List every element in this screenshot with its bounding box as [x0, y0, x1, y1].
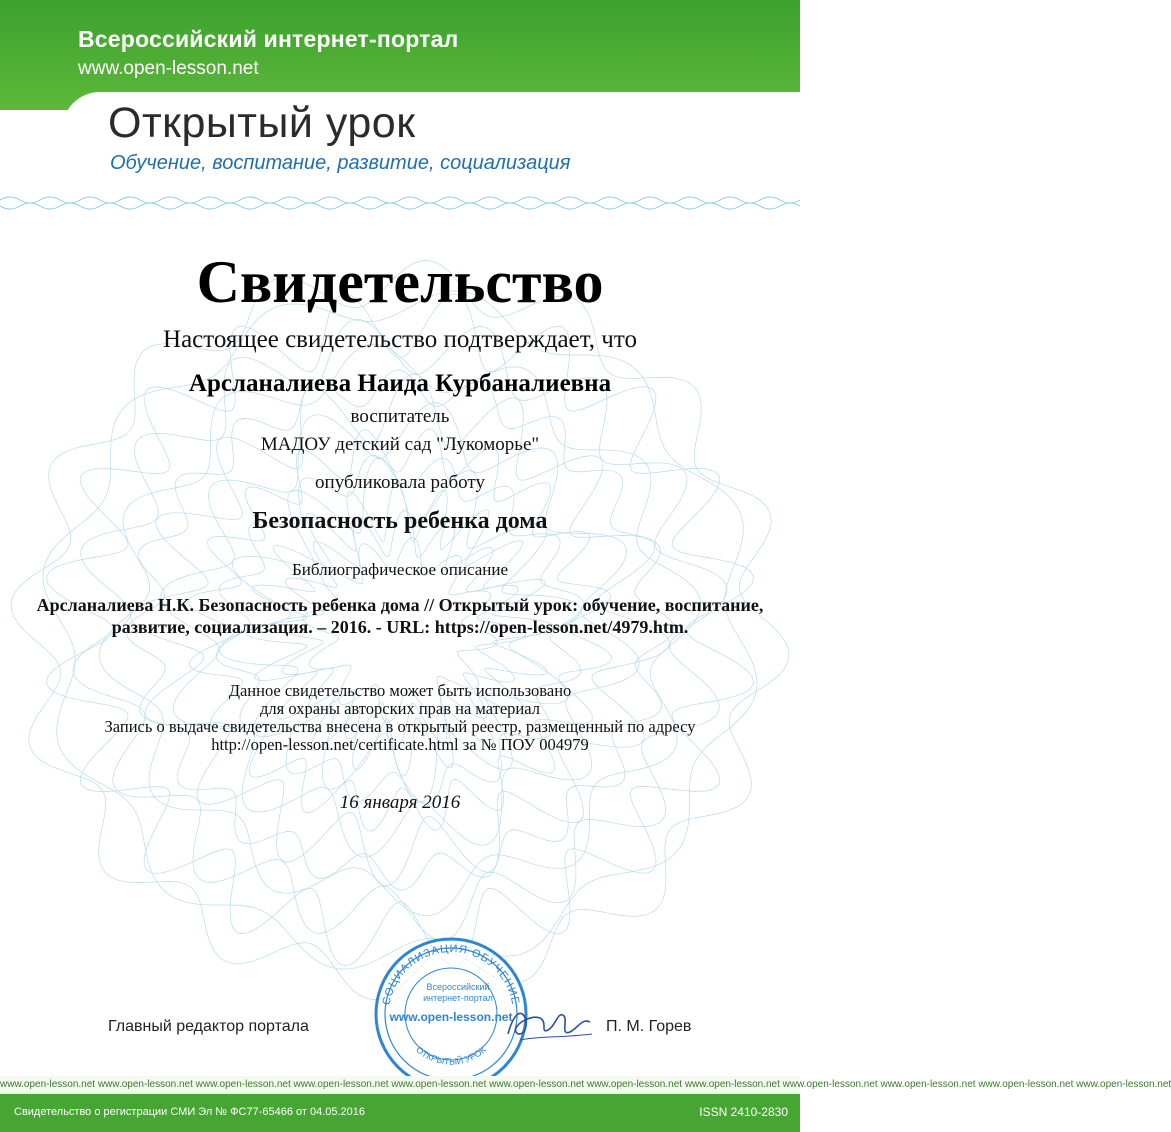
confirmation-text: Настоящее свидетельство подтверждает, что: [163, 326, 637, 353]
editor-label: Главный редактор портала: [108, 1018, 309, 1035]
issn-text: ISSN 2410-2830: [699, 1105, 788, 1119]
stamp-center-url: www.open-lesson.net: [389, 1010, 513, 1024]
notice-line: для охраны авторских прав на материал: [260, 699, 540, 718]
stamp-inner-line1: Всероссийский: [426, 982, 490, 992]
editor-name: П. М. Горев: [606, 1018, 692, 1035]
portal-url: www.open-lesson.net: [78, 58, 259, 79]
notice-line: http://open-lesson.net/certificate.html за № ПОУ 004979: [211, 735, 589, 754]
issue-date: 16 января 2016: [339, 792, 461, 813]
bibliography-label: Библиографическое описание: [292, 560, 508, 579]
brand-name: Открытый урок: [108, 99, 416, 147]
registration-text: Свидетельство о регистрации СМИ Эл № ФС77-65466 от 04.05.2016: [14, 1106, 366, 1118]
recipient-name: Арсланалиева Наида Курбаналиевна: [188, 370, 612, 397]
bibliography-text: Арсланалиева Н.К. Безопасность ребенка дома // Открытый урок: обучение, воспитание, развитие, социализация. – 2016. - URL: https://open-lesson.net/4979.htm.: [36, 595, 764, 637]
recipient-position: воспитатель: [350, 406, 450, 427]
notice-text: [0, 682, 800, 754]
notice-line: Данное свидетельство может быть использовано: [228, 681, 572, 700]
published-text: опубликовала работу: [315, 472, 485, 493]
certificate-title: Свидетельство: [196, 249, 604, 315]
recipient-organization: МАДОУ детский сад "Лукоморье": [260, 434, 540, 455]
notice-line: Запись о выдаче свидетельства внесена в открытый реестр, размещенный по адресу: [104, 717, 696, 736]
stamp-outer-text: СОЦИАЛИЗАЦИЯ ОБУЧЕНИЕ: [380, 942, 522, 1007]
brand-tagline: Обучение, воспитание, развитие, социализация: [110, 152, 571, 174]
portal-title: Всероссийский интернет-портал: [78, 26, 459, 52]
stamp-inner-line2: интернет-портал: [423, 993, 493, 1003]
url-strip: www.open-lesson.net www.open-lesson.net www.open-lesson.net www.open-lesson.net www.open-lesson.net www.open-lesson.net www.open-lesson.net www.open-lesson.net www.open-lesson.net www.open-lesson.net www.open-lesson.net www.open-lesson.net: [0, 1076, 800, 1094]
stamp-bottom-text: ОТКРЫТЫЙ УРОК: [414, 1044, 488, 1067]
work-title: Безопасность ребенка дома: [252, 508, 548, 534]
editor-signature: [500, 1000, 600, 1050]
footer-bar: [0, 1094, 800, 1132]
